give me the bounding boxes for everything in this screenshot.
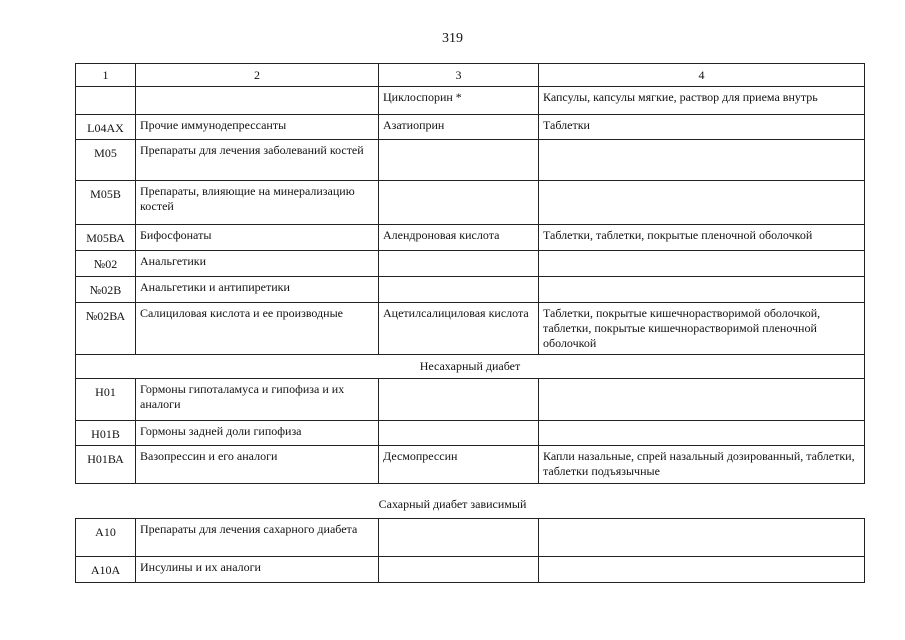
table-row bbox=[76, 277, 865, 303]
group-name-cell: Инсулины и их аналоги bbox=[136, 557, 379, 583]
atc-code-cell: А10 bbox=[76, 519, 136, 557]
section-title: Несахарный диабет bbox=[76, 355, 865, 379]
atc-code-cell: Н01 bbox=[76, 379, 136, 421]
drug-name-cell: Ацетилсалициловая кислота bbox=[379, 303, 539, 355]
drug-name-cell: Алендроновая кислота bbox=[379, 225, 539, 251]
table-row bbox=[76, 251, 865, 277]
group-name-cell: Анальгетики bbox=[136, 251, 379, 277]
table-row bbox=[76, 379, 865, 421]
group-name-cell: Салициловая кислота и ее производные bbox=[136, 303, 379, 355]
column-header-2: 2 bbox=[136, 64, 379, 87]
atc-code-cell: №02В bbox=[76, 277, 136, 303]
group-name-cell: Бифосфонаты bbox=[136, 225, 379, 251]
drug-name-cell bbox=[379, 379, 539, 421]
drug-name-cell bbox=[379, 557, 539, 583]
atc-code-cell: А10А bbox=[76, 557, 136, 583]
atc-code-cell: М05В bbox=[76, 181, 136, 225]
drug-name-cell bbox=[379, 421, 539, 446]
dosage-form-cell bbox=[539, 421, 865, 446]
table-row bbox=[76, 421, 865, 446]
table-row bbox=[76, 87, 865, 115]
atc-code-cell: Н01ВА bbox=[76, 446, 136, 484]
dosage-form-cell bbox=[539, 379, 865, 421]
drug-name-cell bbox=[379, 140, 539, 181]
table-row bbox=[76, 557, 865, 583]
dosage-form-cell bbox=[539, 519, 865, 557]
atc-code-cell: М05 bbox=[76, 140, 136, 181]
drug-name-cell bbox=[379, 181, 539, 225]
atc-code-cell: Н01В bbox=[76, 421, 136, 446]
dosage-form-cell bbox=[539, 251, 865, 277]
drug-name-cell bbox=[379, 251, 539, 277]
group-name-cell: Препараты, влияющие на минерализацию костей bbox=[136, 181, 379, 225]
drug-name-cell bbox=[379, 519, 539, 557]
drug-name-cell: Азатиоприн bbox=[379, 115, 539, 140]
group-name-cell: Анальгетики и антипиретики bbox=[136, 277, 379, 303]
dosage-form-cell: Таблетки, покрытые кишечнорастворимой оболочкой, таблетки, покрытые кишечнорастворимой пленочной оболочкой bbox=[539, 303, 865, 355]
table-row bbox=[76, 115, 865, 140]
table-row bbox=[76, 225, 865, 251]
atc-code-cell: №02 bbox=[76, 251, 136, 277]
drug-name-cell: Циклоспорин * bbox=[379, 87, 539, 115]
column-header-3: 3 bbox=[379, 64, 539, 87]
group-name-cell: Гормоны гипоталамуса и гипофиза и их аналоги bbox=[136, 379, 379, 421]
atc-code-cell: М05ВА bbox=[76, 225, 136, 251]
dosage-form-cell bbox=[539, 557, 865, 583]
table-row bbox=[76, 519, 865, 557]
table-row bbox=[76, 181, 865, 225]
group-name-cell: Препараты для лечения сахарного диабета bbox=[136, 519, 379, 557]
section-row bbox=[76, 355, 865, 379]
column-header-4: 4 bbox=[539, 64, 865, 87]
group-name-cell: Прочие иммунодепрессанты bbox=[136, 115, 379, 140]
group-name-cell: Вазопрессин и его аналоги bbox=[136, 446, 379, 484]
dosage-form-cell bbox=[539, 140, 865, 181]
drug-table-main bbox=[75, 63, 865, 484]
dosage-form-cell: Таблетки bbox=[539, 115, 865, 140]
drug-name-cell bbox=[379, 277, 539, 303]
column-header-1: 1 bbox=[76, 64, 136, 87]
dosage-form-cell: Капсулы, капсулы мягкие, раствор для приема внутрь bbox=[539, 87, 865, 115]
atc-code-cell: №02ВА bbox=[76, 303, 136, 355]
dosage-form-cell: Таблетки, таблетки, покрытые пленочной оболочкой bbox=[539, 225, 865, 251]
drug-table-secondary bbox=[75, 518, 865, 583]
drug-name-cell: Десмопрессин bbox=[379, 446, 539, 484]
table-row bbox=[76, 446, 865, 484]
dosage-form-cell bbox=[539, 181, 865, 225]
dosage-form-cell bbox=[539, 277, 865, 303]
group-name-cell: Гормоны задней доли гипофиза bbox=[136, 421, 379, 446]
group-name-cell: Препараты для лечения заболеваний костей bbox=[136, 140, 379, 181]
atc-code-cell: L04AX bbox=[76, 115, 136, 140]
page-number: 319 bbox=[442, 31, 463, 46]
table-row bbox=[76, 303, 865, 355]
dosage-form-cell: Капли назальные, спрей назальный дозированный, таблетки, таблетки подъязычные bbox=[539, 446, 865, 484]
table-row bbox=[76, 140, 865, 181]
group-name-cell bbox=[136, 87, 379, 115]
section-heading-diabetes: Сахарный диабет зависимый bbox=[378, 497, 527, 511]
header-row bbox=[76, 64, 865, 87]
atc-code-cell bbox=[76, 87, 136, 115]
